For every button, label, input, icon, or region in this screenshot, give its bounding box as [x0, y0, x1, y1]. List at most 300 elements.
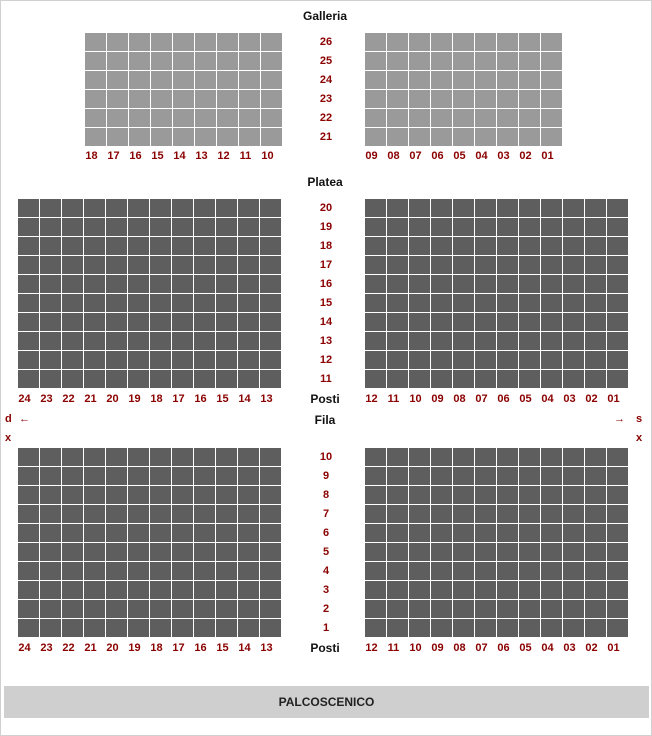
seat[interactable] — [106, 562, 127, 580]
seat[interactable] — [453, 128, 474, 146]
seat[interactable] — [607, 351, 628, 369]
seat[interactable] — [409, 52, 430, 70]
seat[interactable] — [18, 256, 39, 274]
seat[interactable] — [107, 128, 128, 146]
seat[interactable] — [475, 199, 496, 217]
seat[interactable] — [62, 505, 83, 523]
seat[interactable] — [387, 332, 408, 350]
seat[interactable] — [409, 237, 430, 255]
seat[interactable] — [62, 581, 83, 599]
seat[interactable] — [260, 256, 281, 274]
seat[interactable] — [475, 543, 496, 561]
seat[interactable] — [128, 448, 149, 466]
seat[interactable] — [453, 313, 474, 331]
seat[interactable] — [541, 109, 562, 127]
seat[interactable] — [128, 256, 149, 274]
seat[interactable] — [217, 52, 238, 70]
seat[interactable] — [497, 619, 518, 637]
seat[interactable] — [431, 313, 452, 331]
seat[interactable] — [238, 543, 259, 561]
seat[interactable] — [541, 505, 562, 523]
seat[interactable] — [128, 199, 149, 217]
seat[interactable] — [106, 581, 127, 599]
seat[interactable] — [62, 237, 83, 255]
seat[interactable] — [40, 581, 61, 599]
seat[interactable] — [453, 543, 474, 561]
seat[interactable] — [431, 467, 452, 485]
seat[interactable] — [365, 275, 386, 293]
seat[interactable] — [519, 332, 540, 350]
seat[interactable] — [261, 52, 282, 70]
seat[interactable] — [541, 467, 562, 485]
seat[interactable] — [260, 332, 281, 350]
seat[interactable] — [431, 486, 452, 504]
seat[interactable] — [365, 90, 386, 108]
seat[interactable] — [365, 128, 386, 146]
seat[interactable] — [216, 294, 237, 312]
seat[interactable] — [195, 128, 216, 146]
seat[interactable] — [585, 524, 606, 542]
seat[interactable] — [365, 332, 386, 350]
seat[interactable] — [541, 256, 562, 274]
seat[interactable] — [18, 619, 39, 637]
seat[interactable] — [365, 619, 386, 637]
seat[interactable] — [128, 543, 149, 561]
seat[interactable] — [387, 562, 408, 580]
seat[interactable] — [365, 543, 386, 561]
seat[interactable] — [194, 237, 215, 255]
seat[interactable] — [607, 294, 628, 312]
seat[interactable] — [62, 619, 83, 637]
seat[interactable] — [172, 275, 193, 293]
seat[interactable] — [453, 448, 474, 466]
seat[interactable] — [409, 351, 430, 369]
seat[interactable] — [106, 332, 127, 350]
seat[interactable] — [365, 109, 386, 127]
seat[interactable] — [18, 199, 39, 217]
seat[interactable] — [128, 600, 149, 618]
seat[interactable] — [106, 505, 127, 523]
seat[interactable] — [84, 505, 105, 523]
seat[interactable] — [172, 294, 193, 312]
seat[interactable] — [128, 524, 149, 542]
seat[interactable] — [216, 370, 237, 388]
seat[interactable] — [475, 237, 496, 255]
seat[interactable] — [151, 109, 172, 127]
seat[interactable] — [387, 71, 408, 89]
seat[interactable] — [541, 524, 562, 542]
seat[interactable] — [85, 128, 106, 146]
seat[interactable] — [150, 524, 171, 542]
seat[interactable] — [453, 237, 474, 255]
seat[interactable] — [172, 199, 193, 217]
seat[interactable] — [106, 199, 127, 217]
seat[interactable] — [260, 543, 281, 561]
seat[interactable] — [62, 256, 83, 274]
seat[interactable] — [585, 448, 606, 466]
seat[interactable] — [18, 313, 39, 331]
seat[interactable] — [107, 71, 128, 89]
seat[interactable] — [260, 619, 281, 637]
seat[interactable] — [62, 218, 83, 236]
seat[interactable] — [585, 581, 606, 599]
seat[interactable] — [475, 275, 496, 293]
seat[interactable] — [84, 313, 105, 331]
seat[interactable] — [40, 505, 61, 523]
seat[interactable] — [563, 237, 584, 255]
seat[interactable] — [216, 505, 237, 523]
seat[interactable] — [150, 294, 171, 312]
seat[interactable] — [519, 543, 540, 561]
seat[interactable] — [431, 90, 452, 108]
seat[interactable] — [84, 370, 105, 388]
seat[interactable] — [172, 256, 193, 274]
seat[interactable] — [217, 109, 238, 127]
seat[interactable] — [261, 128, 282, 146]
seat[interactable] — [107, 52, 128, 70]
seat[interactable] — [128, 294, 149, 312]
seat[interactable] — [150, 448, 171, 466]
seat[interactable] — [387, 600, 408, 618]
seat[interactable] — [238, 218, 259, 236]
seat[interactable] — [453, 90, 474, 108]
seat[interactable] — [409, 467, 430, 485]
seat[interactable] — [409, 256, 430, 274]
seat[interactable] — [239, 52, 260, 70]
seat[interactable] — [150, 543, 171, 561]
seat[interactable] — [475, 256, 496, 274]
seat[interactable] — [475, 600, 496, 618]
seat[interactable] — [85, 52, 106, 70]
seat[interactable] — [40, 448, 61, 466]
seat[interactable] — [497, 448, 518, 466]
seat[interactable] — [216, 351, 237, 369]
seat[interactable] — [260, 467, 281, 485]
seat[interactable] — [387, 543, 408, 561]
seat[interactable] — [409, 619, 430, 637]
seat[interactable] — [84, 351, 105, 369]
seat[interactable] — [18, 237, 39, 255]
seat[interactable] — [453, 294, 474, 312]
seat[interactable] — [106, 619, 127, 637]
seat[interactable] — [519, 237, 540, 255]
seat[interactable] — [128, 332, 149, 350]
seat[interactable] — [607, 600, 628, 618]
seat[interactable] — [238, 467, 259, 485]
seat[interactable] — [106, 256, 127, 274]
seat[interactable] — [497, 199, 518, 217]
seat[interactable] — [62, 543, 83, 561]
seat[interactable] — [585, 332, 606, 350]
seat[interactable] — [40, 275, 61, 293]
seat[interactable] — [497, 71, 518, 89]
seat[interactable] — [128, 505, 149, 523]
seat[interactable] — [365, 467, 386, 485]
seat[interactable] — [519, 619, 540, 637]
seat[interactable] — [173, 109, 194, 127]
seat[interactable] — [453, 619, 474, 637]
seat[interactable] — [107, 33, 128, 51]
seat[interactable] — [194, 543, 215, 561]
seat[interactable] — [607, 237, 628, 255]
seat[interactable] — [172, 543, 193, 561]
seat[interactable] — [40, 524, 61, 542]
seat[interactable] — [172, 619, 193, 637]
seat[interactable] — [387, 313, 408, 331]
seat[interactable] — [365, 218, 386, 236]
seat[interactable] — [607, 448, 628, 466]
seat[interactable] — [128, 351, 149, 369]
seat[interactable] — [453, 370, 474, 388]
seat[interactable] — [194, 600, 215, 618]
seat[interactable] — [387, 448, 408, 466]
seat[interactable] — [40, 619, 61, 637]
seat[interactable] — [194, 332, 215, 350]
seat[interactable] — [387, 109, 408, 127]
seat[interactable] — [128, 619, 149, 637]
seat[interactable] — [607, 486, 628, 504]
seat[interactable] — [409, 505, 430, 523]
seat[interactable] — [519, 581, 540, 599]
seat[interactable] — [62, 275, 83, 293]
seat[interactable] — [84, 275, 105, 293]
seat[interactable] — [85, 109, 106, 127]
seat[interactable] — [62, 562, 83, 580]
seat[interactable] — [453, 218, 474, 236]
seat[interactable] — [585, 313, 606, 331]
seat[interactable] — [62, 448, 83, 466]
seat[interactable] — [173, 71, 194, 89]
seat[interactable] — [365, 486, 386, 504]
seat[interactable] — [84, 543, 105, 561]
seat[interactable] — [541, 351, 562, 369]
seat[interactable] — [238, 505, 259, 523]
seat[interactable] — [172, 351, 193, 369]
seat[interactable] — [238, 294, 259, 312]
seat[interactable] — [18, 486, 39, 504]
seat[interactable] — [541, 218, 562, 236]
seat[interactable] — [563, 256, 584, 274]
seat[interactable] — [409, 313, 430, 331]
seat[interactable] — [431, 275, 452, 293]
seat[interactable] — [431, 237, 452, 255]
seat[interactable] — [607, 505, 628, 523]
seat[interactable] — [106, 313, 127, 331]
seat[interactable] — [409, 90, 430, 108]
seat[interactable] — [84, 581, 105, 599]
seat[interactable] — [194, 294, 215, 312]
seat[interactable] — [260, 275, 281, 293]
seat[interactable] — [84, 237, 105, 255]
seat[interactable] — [216, 581, 237, 599]
seat[interactable] — [172, 448, 193, 466]
seat[interactable] — [607, 256, 628, 274]
seat[interactable] — [195, 33, 216, 51]
seat[interactable] — [497, 370, 518, 388]
seat[interactable] — [261, 71, 282, 89]
seat[interactable] — [475, 313, 496, 331]
seat[interactable] — [106, 467, 127, 485]
seat[interactable] — [453, 505, 474, 523]
seat[interactable] — [84, 524, 105, 542]
seat[interactable] — [497, 33, 518, 51]
seat[interactable] — [585, 370, 606, 388]
seat[interactable] — [18, 351, 39, 369]
seat[interactable] — [431, 370, 452, 388]
seat[interactable] — [453, 332, 474, 350]
seat[interactable] — [387, 199, 408, 217]
seat[interactable] — [40, 486, 61, 504]
seat[interactable] — [563, 581, 584, 599]
seat[interactable] — [194, 467, 215, 485]
seat[interactable] — [260, 524, 281, 542]
seat[interactable] — [150, 332, 171, 350]
seat[interactable] — [563, 313, 584, 331]
seat[interactable] — [541, 128, 562, 146]
seat[interactable] — [238, 448, 259, 466]
seat[interactable] — [387, 218, 408, 236]
seat[interactable] — [607, 562, 628, 580]
seat[interactable] — [107, 90, 128, 108]
seat[interactable] — [475, 619, 496, 637]
seat[interactable] — [216, 524, 237, 542]
seat[interactable] — [475, 109, 496, 127]
seat[interactable] — [216, 256, 237, 274]
seat[interactable] — [238, 256, 259, 274]
seat[interactable] — [172, 467, 193, 485]
seat[interactable] — [62, 600, 83, 618]
seat[interactable] — [365, 71, 386, 89]
seat[interactable] — [365, 581, 386, 599]
seat[interactable] — [453, 71, 474, 89]
seat[interactable] — [172, 505, 193, 523]
seat[interactable] — [62, 524, 83, 542]
seat[interactable] — [18, 600, 39, 618]
seat[interactable] — [453, 275, 474, 293]
seat[interactable] — [607, 581, 628, 599]
seat[interactable] — [40, 313, 61, 331]
seat[interactable] — [216, 237, 237, 255]
seat[interactable] — [172, 600, 193, 618]
seat[interactable] — [238, 600, 259, 618]
seat[interactable] — [431, 581, 452, 599]
seat[interactable] — [453, 581, 474, 599]
seat[interactable] — [475, 294, 496, 312]
seat[interactable] — [238, 619, 259, 637]
seat[interactable] — [261, 109, 282, 127]
seat[interactable] — [607, 218, 628, 236]
seat[interactable] — [585, 351, 606, 369]
seat[interactable] — [541, 332, 562, 350]
seat[interactable] — [260, 313, 281, 331]
seat[interactable] — [607, 332, 628, 350]
seat[interactable] — [216, 467, 237, 485]
seat[interactable] — [151, 33, 172, 51]
seat[interactable] — [431, 218, 452, 236]
seat[interactable] — [607, 199, 628, 217]
seat[interactable] — [129, 33, 150, 51]
seat[interactable] — [585, 467, 606, 485]
seat[interactable] — [129, 71, 150, 89]
seat[interactable] — [150, 562, 171, 580]
seat[interactable] — [541, 619, 562, 637]
seat[interactable] — [453, 600, 474, 618]
seat[interactable] — [129, 52, 150, 70]
seat[interactable] — [365, 370, 386, 388]
seat[interactable] — [128, 313, 149, 331]
seat[interactable] — [62, 332, 83, 350]
seat[interactable] — [40, 351, 61, 369]
seat[interactable] — [585, 562, 606, 580]
seat[interactable] — [106, 600, 127, 618]
seat[interactable] — [387, 351, 408, 369]
seat[interactable] — [519, 505, 540, 523]
seat[interactable] — [519, 52, 540, 70]
seat[interactable] — [84, 619, 105, 637]
seat[interactable] — [431, 256, 452, 274]
seat[interactable] — [18, 505, 39, 523]
seat[interactable] — [150, 467, 171, 485]
seat[interactable] — [607, 543, 628, 561]
seat[interactable] — [194, 218, 215, 236]
seat[interactable] — [365, 524, 386, 542]
seat[interactable] — [84, 294, 105, 312]
seat[interactable] — [387, 256, 408, 274]
seat[interactable] — [365, 351, 386, 369]
seat[interactable] — [150, 370, 171, 388]
seat[interactable] — [519, 562, 540, 580]
seat[interactable] — [563, 275, 584, 293]
seat[interactable] — [150, 619, 171, 637]
seat[interactable] — [431, 71, 452, 89]
seat[interactable] — [563, 370, 584, 388]
seat[interactable] — [453, 33, 474, 51]
seat[interactable] — [585, 199, 606, 217]
seat[interactable] — [585, 275, 606, 293]
seat[interactable] — [150, 199, 171, 217]
seat[interactable] — [129, 109, 150, 127]
seat[interactable] — [150, 275, 171, 293]
seat[interactable] — [260, 581, 281, 599]
seat[interactable] — [541, 486, 562, 504]
seat[interactable] — [238, 370, 259, 388]
seat[interactable] — [541, 71, 562, 89]
seat[interactable] — [172, 524, 193, 542]
seat[interactable] — [84, 600, 105, 618]
seat[interactable] — [519, 90, 540, 108]
seat[interactable] — [541, 581, 562, 599]
seat[interactable] — [260, 199, 281, 217]
seat[interactable] — [475, 351, 496, 369]
seat[interactable] — [172, 313, 193, 331]
seat[interactable] — [519, 448, 540, 466]
seat[interactable] — [216, 199, 237, 217]
seat[interactable] — [475, 467, 496, 485]
seat[interactable] — [40, 332, 61, 350]
seat[interactable] — [475, 52, 496, 70]
seat[interactable] — [563, 562, 584, 580]
seat[interactable] — [585, 505, 606, 523]
seat[interactable] — [150, 218, 171, 236]
seat[interactable] — [431, 294, 452, 312]
seat[interactable] — [541, 313, 562, 331]
seat[interactable] — [106, 486, 127, 504]
seat[interactable] — [541, 52, 562, 70]
seat[interactable] — [409, 199, 430, 217]
seat[interactable] — [497, 467, 518, 485]
seat[interactable] — [409, 332, 430, 350]
seat[interactable] — [519, 109, 540, 127]
